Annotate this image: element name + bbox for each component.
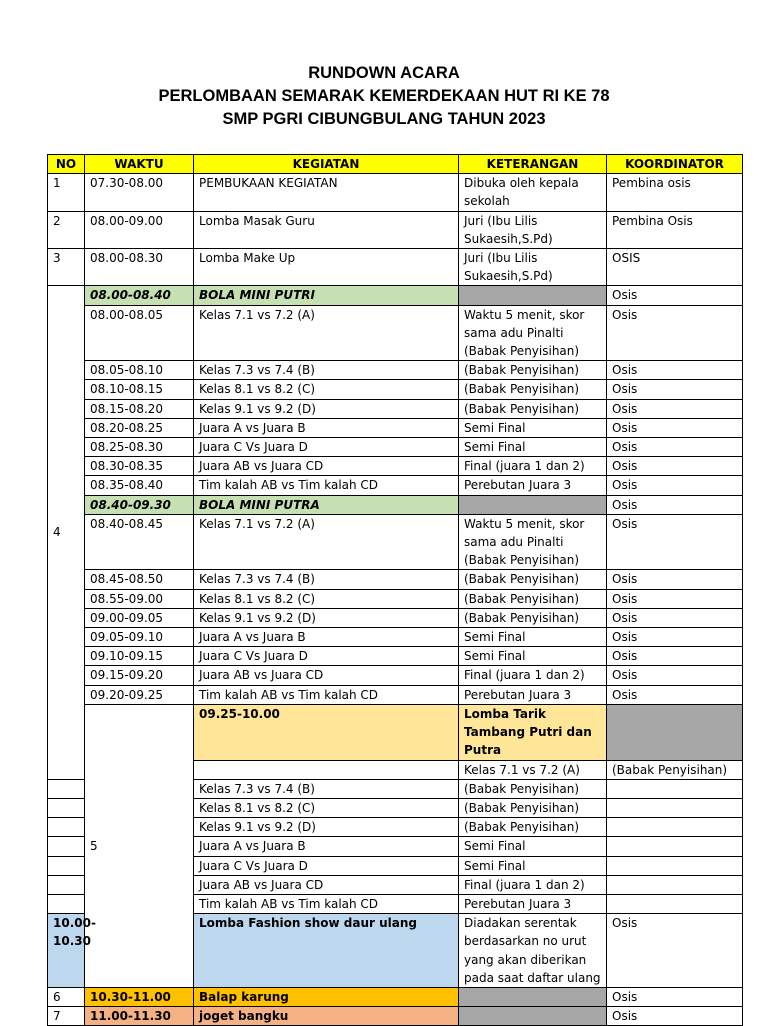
- cell-waktu: 08.15-08.20: [85, 399, 194, 418]
- cell-waktu: [48, 894, 85, 913]
- table-row: [48, 589, 743, 608]
- cell-keterangan: Semi Final: [459, 856, 607, 875]
- rundown-table: [47, 154, 743, 1026]
- cell-keterangan: (Babak Penyisihan): [459, 608, 607, 627]
- cell-no: 7: [48, 1007, 85, 1026]
- cell-koordinator: Osis: [607, 457, 743, 476]
- cell-koordinator: Osis: [607, 495, 743, 514]
- cell-waktu: 08.10-08.15: [85, 380, 194, 399]
- cell-koordinator: Osis: [607, 685, 743, 704]
- cell-waktu: 09.00-09.05: [85, 608, 194, 627]
- table-row: [48, 380, 743, 399]
- cell-koordinator: Osis: [607, 286, 743, 305]
- cell-kegiatan: Tim kalah AB vs Tim kalah CD: [194, 894, 459, 913]
- table-row: [48, 666, 743, 685]
- cell-keterangan: [459, 495, 607, 514]
- cell-kegiatan: Juara A vs Juara B: [194, 628, 459, 647]
- cell-keterangan: Final (juara 1 dan 2): [459, 875, 607, 894]
- cell-no: 6: [48, 987, 85, 1006]
- cell-waktu: 08.45-08.50: [85, 570, 194, 589]
- cell-keterangan: Semi Final: [459, 418, 607, 437]
- table-row: [48, 628, 743, 647]
- cell-koordinator: Pembina osis: [607, 174, 743, 211]
- cell-keterangan: [459, 286, 607, 305]
- cell-waktu: 08.00-08.30: [85, 249, 194, 286]
- cell-keterangan: Final (juara 1 dan 2): [459, 457, 607, 476]
- document-title: [0, 62, 768, 131]
- cell-kegiatan: Kelas 7.3 vs 7.4 (B): [194, 570, 459, 589]
- cell-waktu: [48, 798, 85, 817]
- cell-koordinator: Osis: [607, 476, 743, 495]
- cell-keterangan: Waktu 5 menit, skor sama adu Pinalti (Babak Penyisihan): [459, 514, 607, 570]
- cell-kegiatan: BOLA MINI PUTRI: [194, 286, 459, 305]
- cell-waktu: 11.00-11.30: [85, 1007, 194, 1026]
- cell-waktu: 08.35-08.40: [85, 476, 194, 495]
- cell-koordinator: OSIS: [607, 249, 743, 286]
- cell-koordinator: [607, 798, 743, 817]
- cell-no-section-4: 4: [48, 286, 85, 779]
- cell-waktu: 10.00-10.30: [48, 914, 85, 988]
- cell-koordinator: Osis: [607, 514, 743, 570]
- cell-waktu: 08.00-09.00: [85, 211, 194, 248]
- cell-waktu: 09.15-09.20: [85, 666, 194, 685]
- cell-kegiatan: Kelas 9.1 vs 9.2 (D): [194, 608, 459, 627]
- cell-no: 1: [48, 174, 85, 211]
- cell-kegiatan: Lomba Fashion show daur ulang: [194, 914, 459, 988]
- header-keterangan: KETERANGAN: [459, 155, 607, 174]
- cell-kegiatan: Lomba Masak Guru: [194, 211, 459, 248]
- table-row: [48, 305, 743, 361]
- cell-waktu: 08.40-08.45: [85, 514, 194, 570]
- cell-waktu: 08.00-08.05: [85, 305, 194, 361]
- cell-keterangan: Juri (Ibu Lilis Sukaesih,S.Pd): [459, 211, 607, 248]
- cell-keterangan: (Babak Penyisihan): [459, 380, 607, 399]
- cell-keterangan: Diadakan serentak berdasarkan no urut yang akan diberikan pada saat daftar ulang: [459, 914, 607, 988]
- title-line-1: RUNDOWN ACARA: [308, 64, 460, 82]
- cell-kegiatan: Kelas 7.1 vs 7.2 (A): [459, 760, 607, 779]
- cell-kegiatan: Kelas 9.1 vs 9.2 (D): [194, 818, 459, 837]
- cell-no: 3: [48, 249, 85, 286]
- cell-no-section-5: 5: [85, 704, 194, 987]
- cell-waktu: [48, 856, 85, 875]
- table-row: [48, 685, 743, 704]
- cell-keterangan: (Babak Penyisihan): [607, 760, 743, 779]
- header-kegiatan: KEGIATAN: [194, 155, 459, 174]
- table-row: [48, 418, 743, 437]
- cell-keterangan: Perebutan Juara 3: [459, 685, 607, 704]
- header-koordinator: KOORDINATOR: [607, 155, 743, 174]
- cell-keterangan: (Babak Penyisihan): [459, 399, 607, 418]
- cell-waktu: [194, 760, 459, 779]
- cell-koordinator: Osis: [607, 418, 743, 437]
- cell-koordinator: [607, 894, 743, 913]
- title-line-3: SMP PGRI CIBUNGBULANG TAHUN 2023: [222, 110, 546, 128]
- cell-koordinator: Osis: [607, 399, 743, 418]
- cell-koordinator: Osis: [607, 608, 743, 627]
- cell-kegiatan: Juara C Vs Juara D: [194, 856, 459, 875]
- table-row: [48, 438, 743, 457]
- cell-koordinator: Osis: [607, 570, 743, 589]
- header-no: NO: [48, 155, 85, 174]
- cell-koordinator: [607, 837, 743, 856]
- cell-koordinator: [607, 779, 743, 798]
- cell-waktu: [48, 837, 85, 856]
- cell-kegiatan: Juara AB vs Juara CD: [194, 457, 459, 476]
- table-row: [48, 249, 743, 286]
- table-row: [48, 457, 743, 476]
- cell-keterangan: (Babak Penyisihan): [459, 570, 607, 589]
- table-row: [48, 495, 743, 514]
- cell-waktu: [48, 875, 85, 894]
- cell-waktu: 08.25-08.30: [85, 438, 194, 457]
- table-row: [48, 286, 743, 305]
- cell-kegiatan: Kelas 8.1 vs 8.2 (C): [194, 589, 459, 608]
- cell-keterangan: Semi Final: [459, 837, 607, 856]
- cell-keterangan: Semi Final: [459, 628, 607, 647]
- cell-koordinator: Osis: [607, 380, 743, 399]
- cell-keterangan: (Babak Penyisihan): [459, 779, 607, 798]
- table-row: [48, 647, 743, 666]
- cell-kegiatan: Juara C Vs Juara D: [194, 438, 459, 457]
- cell-koordinator: [607, 818, 743, 837]
- cell-kegiatan: PEMBUKAAN KEGIATAN: [194, 174, 459, 211]
- cell-kegiatan: Kelas 9.1 vs 9.2 (D): [194, 399, 459, 418]
- cell-waktu: 08.40-09.30: [85, 495, 194, 514]
- cell-kegiatan: Tim kalah AB vs Tim kalah CD: [194, 685, 459, 704]
- cell-kegiatan: Juara A vs Juara B: [194, 837, 459, 856]
- cell-keterangan: Perebutan Juara 3: [459, 894, 607, 913]
- cell-koordinator: Osis: [607, 305, 743, 361]
- cell-kegiatan: joget bangku: [194, 1007, 459, 1026]
- cell-waktu: 08.30-08.35: [85, 457, 194, 476]
- table-row: [48, 399, 743, 418]
- cell-kegiatan: Juara AB vs Juara CD: [194, 666, 459, 685]
- cell-kegiatan: Balap karung: [194, 987, 459, 1006]
- cell-waktu: 08.00-08.40: [85, 286, 194, 305]
- table-row: [48, 987, 743, 1006]
- cell-keterangan: Dibuka oleh kepala sekolah: [459, 174, 607, 211]
- cell-waktu: 08.55-09.00: [85, 589, 194, 608]
- cell-no: 2: [48, 211, 85, 248]
- cell-kegiatan: Lomba Tarik Tambang Putri dan Putra: [459, 704, 607, 760]
- cell-keterangan: Waktu 5 menit, skor sama adu Pinalti (Babak Penyisihan): [459, 305, 607, 361]
- cell-keterangan: (Babak Penyisihan): [459, 818, 607, 837]
- cell-kegiatan: Kelas 8.1 vs 8.2 (C): [194, 798, 459, 817]
- cell-keterangan: Juri (Ibu Lilis Sukaesih,S.Pd): [459, 249, 607, 286]
- cell-waktu: 09.05-09.10: [85, 628, 194, 647]
- cell-keterangan: (Babak Penyisihan): [459, 589, 607, 608]
- table-row: [48, 704, 743, 760]
- header-waktu: WAKTU: [85, 155, 194, 174]
- table-row: [48, 361, 743, 380]
- cell-kegiatan: BOLA MINI PUTRA: [194, 495, 459, 514]
- cell-waktu: 10.30-11.00: [85, 987, 194, 1006]
- cell-keterangan: Final (juara 1 dan 2): [459, 666, 607, 685]
- cell-keterangan: [459, 1007, 607, 1026]
- cell-waktu: 07.30-08.00: [85, 174, 194, 211]
- cell-keterangan: (Babak Penyisihan): [459, 798, 607, 817]
- table-header-row: [48, 155, 743, 174]
- cell-kegiatan: Kelas 7.1 vs 7.2 (A): [194, 305, 459, 361]
- cell-waktu: 08.05-08.10: [85, 361, 194, 380]
- cell-koordinator: Osis: [607, 914, 743, 988]
- cell-koordinator: Osis: [607, 589, 743, 608]
- cell-koordinator: Osis: [607, 1007, 743, 1026]
- cell-waktu: 09.25-10.00: [194, 704, 459, 760]
- cell-koordinator: Osis: [607, 628, 743, 647]
- cell-keterangan: Semi Final: [459, 438, 607, 457]
- cell-waktu: 09.20-09.25: [85, 685, 194, 704]
- table-row: [48, 608, 743, 627]
- table-row: [48, 1007, 743, 1026]
- cell-koordinator: Osis: [607, 987, 743, 1006]
- cell-kegiatan: Tim kalah AB vs Tim kalah CD: [194, 476, 459, 495]
- cell-koordinator: Pembina Osis: [607, 211, 743, 248]
- cell-kegiatan: Juara A vs Juara B: [194, 418, 459, 437]
- cell-waktu: 08.20-08.25: [85, 418, 194, 437]
- cell-kegiatan: Kelas 7.1 vs 7.2 (A): [194, 514, 459, 570]
- title-line-2: PERLOMBAAN SEMARAK KEMERDEKAAN HUT RI KE 78: [158, 87, 610, 105]
- cell-koordinator: [607, 856, 743, 875]
- cell-koordinator: Osis: [607, 647, 743, 666]
- cell-keterangan: [459, 987, 607, 1006]
- table-row: [48, 570, 743, 589]
- cell-koordinator: [607, 875, 743, 894]
- cell-keterangan: Semi Final: [459, 647, 607, 666]
- table-row: [48, 476, 743, 495]
- cell-keterangan: (Babak Penyisihan): [459, 361, 607, 380]
- cell-keterangan: Perebutan Juara 3: [459, 476, 607, 495]
- cell-waktu: 09.10-09.15: [85, 647, 194, 666]
- cell-kegiatan: Kelas 7.3 vs 7.4 (B): [194, 361, 459, 380]
- cell-koordinator: Osis: [607, 666, 743, 685]
- cell-kegiatan: Juara AB vs Juara CD: [194, 875, 459, 894]
- table-row: [48, 211, 743, 248]
- cell-kegiatan: Kelas 7.3 vs 7.4 (B): [194, 779, 459, 798]
- cell-koordinator: Osis: [607, 438, 743, 457]
- cell-keterangan: [607, 704, 743, 760]
- cell-koordinator: Osis: [607, 361, 743, 380]
- table-row: [48, 514, 743, 570]
- cell-kegiatan: Juara C Vs Juara D: [194, 647, 459, 666]
- cell-waktu: [48, 818, 85, 837]
- cell-kegiatan: Lomba Make Up: [194, 249, 459, 286]
- cell-kegiatan: Kelas 8.1 vs 8.2 (C): [194, 380, 459, 399]
- table-row: [48, 174, 743, 211]
- cell-waktu: [48, 779, 85, 798]
